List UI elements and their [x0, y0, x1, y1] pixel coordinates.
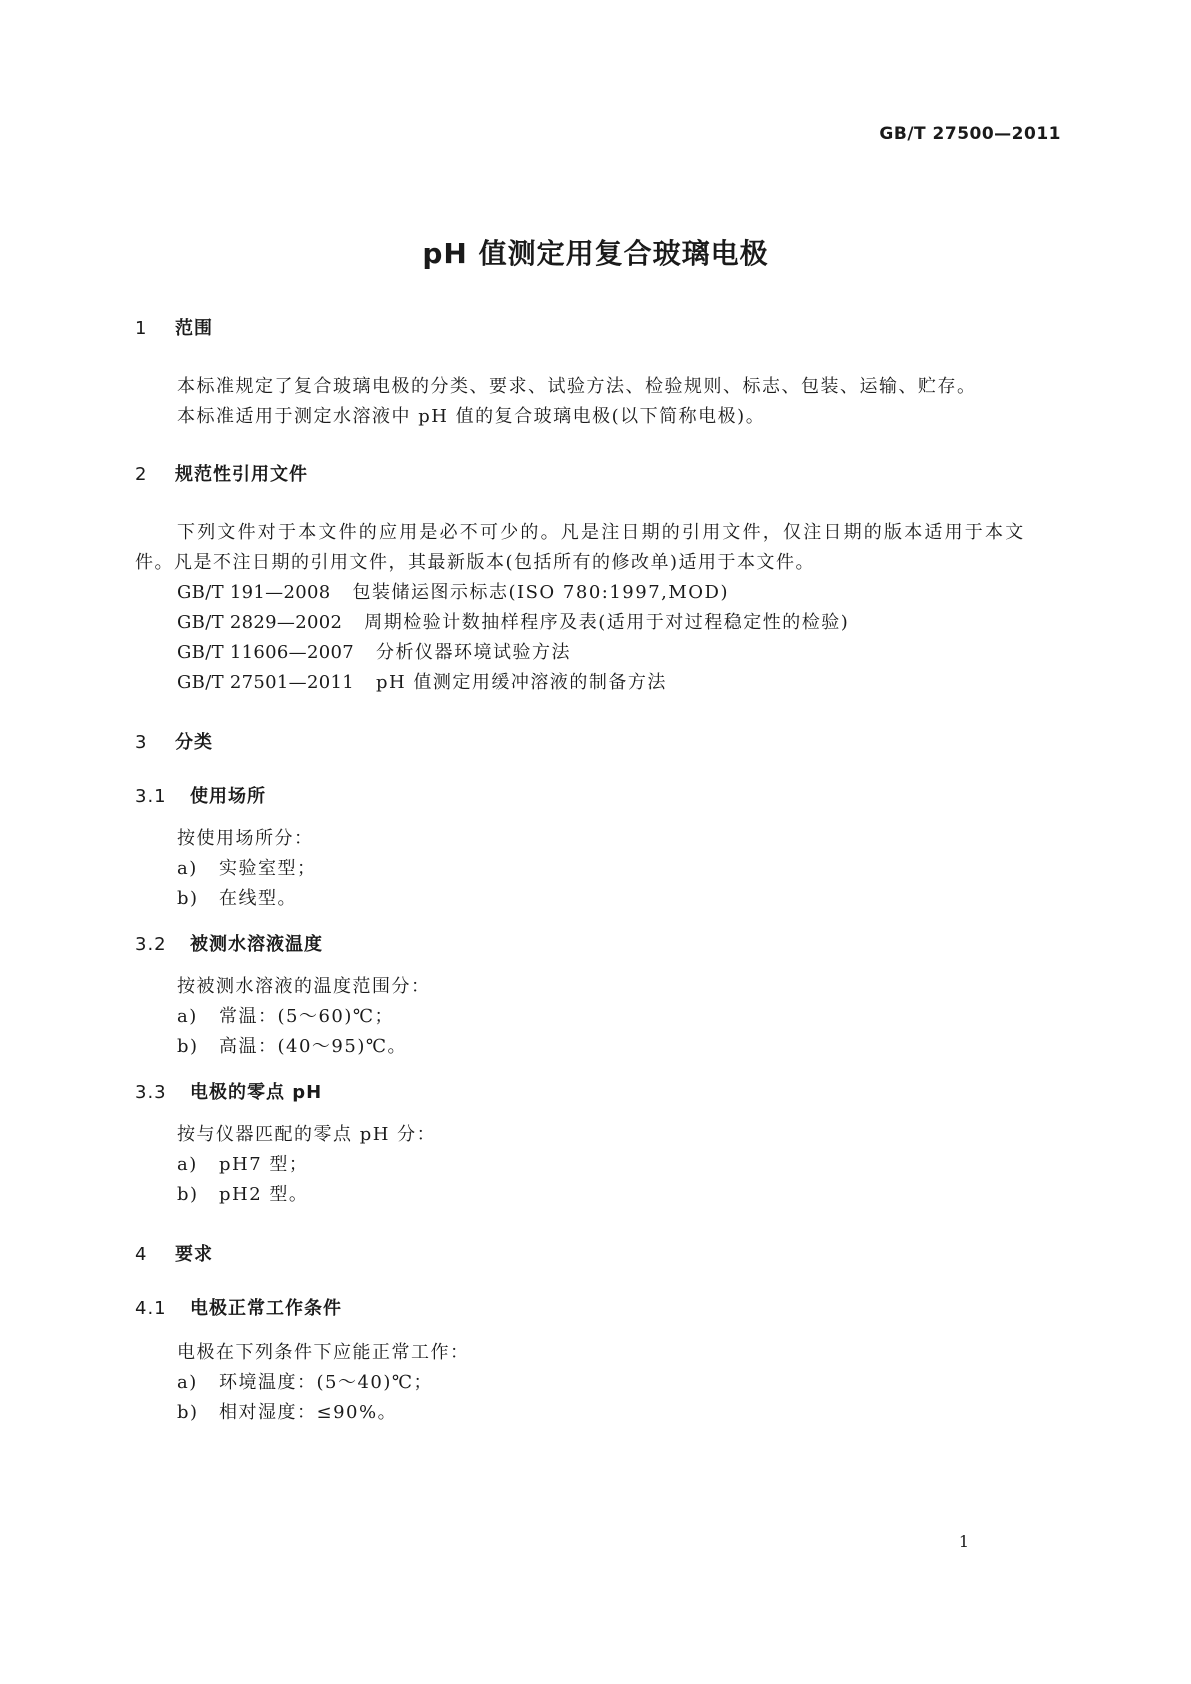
list-item — [177, 1368, 433, 1394]
list-item — [177, 884, 297, 910]
list-item — [177, 854, 317, 880]
list-item — [177, 1398, 397, 1424]
list-label: b) — [177, 1184, 199, 1205]
references-intro-line-1: 下列文件对于本文件的应用是必不可少的。凡是注日期的引用文件，仅注日期的版本适用于本文 — [177, 522, 1026, 543]
list-item — [177, 1032, 407, 1058]
list-label: b) — [177, 1402, 199, 1423]
subsection-title: 电极的零点 pH — [190, 1082, 323, 1103]
list-label: b) — [177, 888, 199, 909]
section-title: 范围 — [175, 318, 213, 339]
list-text: 高温：(40～95)℃。 — [219, 1036, 407, 1057]
section-2-heading — [135, 460, 308, 486]
reference-code: GB/T 27501—2011 — [177, 672, 354, 693]
section-3-heading — [135, 728, 213, 754]
list-label: a) — [177, 1154, 198, 1175]
subsection-number: 3.3 — [135, 1082, 167, 1103]
subsection-intro: 按与仪器匹配的零点 pH 分： — [177, 1124, 437, 1145]
references-intro-line-2: 件。凡是不注日期的引用文件，其最新版本(包括所有的修改单)适用于本文件。 — [135, 552, 816, 573]
list-label: a) — [177, 858, 198, 879]
reference-code: GB/T 2829—2002 — [177, 612, 343, 633]
reference-code: GB/T 11606—2007 — [177, 642, 354, 663]
subsection-intro: 按使用场所分： — [177, 828, 314, 849]
section-4-heading — [135, 1240, 213, 1266]
reference-title: 包装储运图示标志(ISO 780:1997,MOD) — [352, 582, 730, 603]
scope-paragraph-1: 本标准规定了复合玻璃电极的分类、要求、试验方法、检验规则、标志、包装、运输、贮存。 — [177, 376, 977, 397]
subsection-4-1-heading — [135, 1294, 342, 1320]
document-title: pH 值测定用复合玻璃电极 — [422, 237, 769, 270]
reference-item — [177, 638, 571, 664]
list-item — [177, 1150, 308, 1176]
standard-code: GB/T 27500—2011 — [879, 124, 1061, 144]
section-1-heading — [135, 314, 213, 340]
subsection-3-2-heading — [135, 930, 323, 956]
subsection-3-3-heading — [135, 1078, 322, 1104]
list-text: 实验室型； — [219, 858, 317, 879]
subsection-number: 3.1 — [135, 786, 167, 807]
subsection-intro: 按被测水溶液的温度范围分： — [177, 976, 431, 997]
list-text: pH7 型； — [219, 1154, 309, 1175]
subsection-title: 被测水溶液温度 — [190, 934, 323, 955]
list-item — [177, 1180, 308, 1206]
section-number: 4 — [135, 1244, 148, 1265]
subsection-3-1-heading — [135, 782, 266, 808]
reference-title: 周期检验计数抽样程序及表(适用于对过程稳定性的检验) — [364, 612, 850, 633]
reference-item — [177, 608, 849, 634]
section-number: 3 — [135, 732, 148, 753]
subsection-title: 电极正常工作条件 — [190, 1298, 342, 1319]
list-text: 环境温度：(5～40)℃； — [219, 1372, 434, 1393]
list-label: a) — [177, 1006, 198, 1027]
reference-title: pH 值测定用缓冲溶液的制备方法 — [375, 672, 667, 693]
reference-code: GB/T 191—2008 — [177, 582, 331, 603]
scope-paragraph-2: 本标准适用于测定水溶液中 pH 值的复合玻璃电极(以下简称电极)。 — [177, 406, 766, 427]
section-title: 分类 — [175, 732, 213, 753]
reference-item — [177, 668, 667, 694]
reference-title: 分析仪器环境试验方法 — [375, 642, 571, 663]
section-number: 2 — [135, 464, 148, 485]
subsection-number: 4.1 — [135, 1298, 167, 1319]
list-text: 相对湿度：≤90%。 — [219, 1402, 398, 1423]
list-item — [177, 1002, 394, 1028]
reference-item — [177, 578, 729, 604]
list-text: 常温：(5～60)℃； — [219, 1006, 395, 1027]
list-text: pH2 型。 — [219, 1184, 309, 1205]
list-text: 在线型。 — [219, 888, 297, 909]
subsection-number: 3.2 — [135, 934, 167, 955]
section-title: 规范性引用文件 — [175, 464, 308, 485]
subsection-intro: 电极在下列条件下应能正常工作： — [177, 1342, 470, 1363]
section-number: 1 — [135, 318, 148, 339]
list-label: a) — [177, 1372, 198, 1393]
list-label: b) — [177, 1036, 199, 1057]
page-number: 1 — [958, 1532, 969, 1551]
section-title: 要求 — [175, 1244, 213, 1265]
subsection-title: 使用场所 — [190, 786, 266, 807]
